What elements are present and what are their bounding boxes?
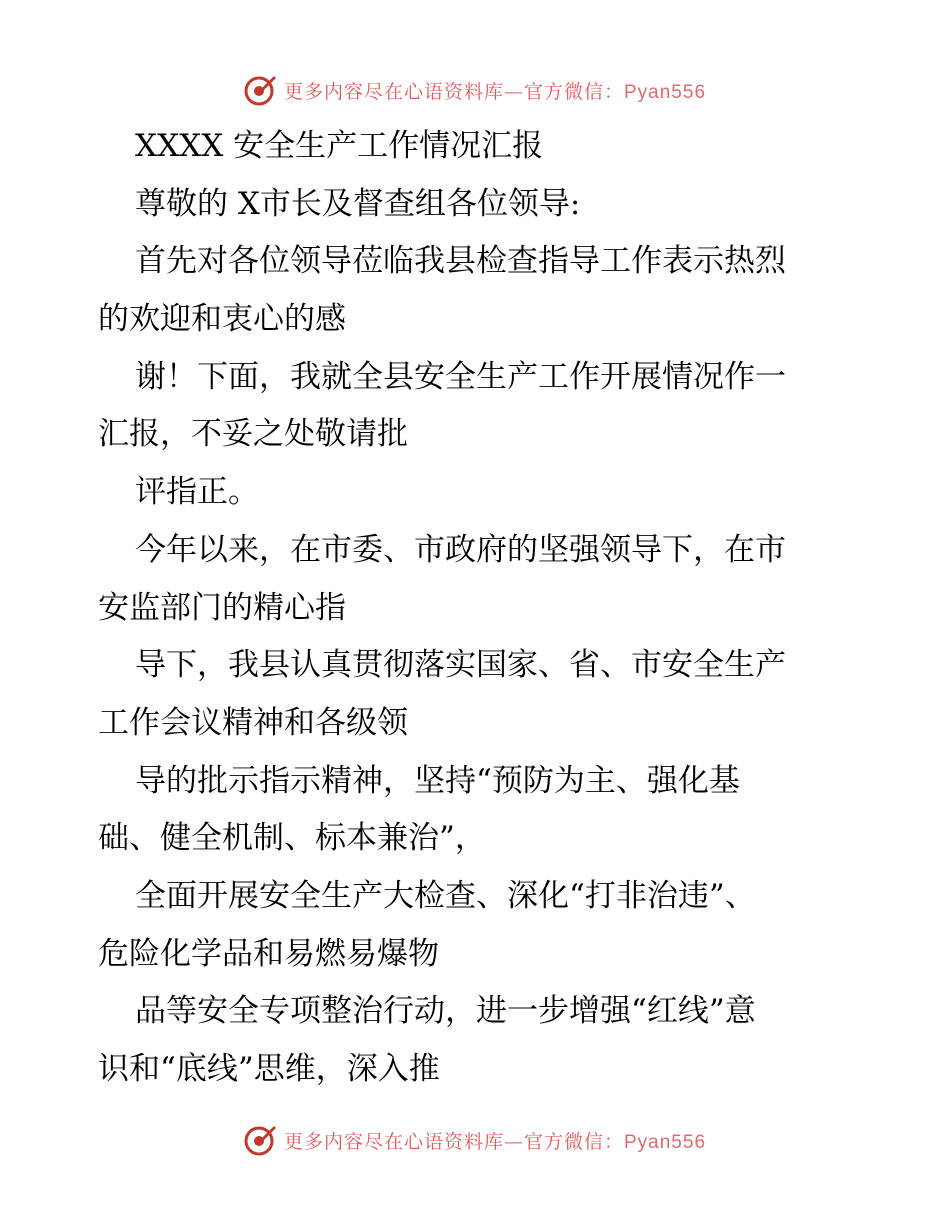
footer-banner [0, 1120, 950, 1160]
banner-site-text: 更多内容尽在心语资料库 [283, 80, 504, 103]
text-line: 谢！下面，我就全县安全生产工作开展情况作一 [135, 358, 786, 395]
document-body [98, 118, 858, 1099]
text-line: 尊敬的 X市长及督查组各位领导: [135, 185, 581, 222]
quill-logo-icon [244, 73, 278, 107]
text-line: 工作会议精神和各级领 [98, 704, 408, 741]
header-banner [0, 70, 950, 110]
text-line: 础、健全机制、标本兼治”， [98, 820, 486, 857]
text-line: 危险化学品和易燃易爆物 [98, 935, 439, 972]
text-line: 安监部门的精心指 [98, 589, 346, 626]
banner-wechat-label: 官方微信： [523, 1130, 624, 1153]
text-line: 首先对各位领导莅临我县检查指导工作表示热烈 [135, 243, 786, 280]
banner-wechat-label: 官方微信： [523, 80, 624, 103]
text-line: 导的批示指示精神，坚持“预防为主、强化基 [135, 762, 740, 799]
banner-text [284, 1127, 706, 1154]
text-line: 品等安全专项整治行动，进一步增强“红线”意 [135, 993, 756, 1030]
text-line: 汇报，不妥之处敬请批 [98, 416, 408, 453]
text-line: 全面开展安全生产大检查、深化“打非治违”、 [135, 877, 756, 914]
text-line: 识和“底线”思维，深入推 [98, 1051, 440, 1087]
banner-site-text: 更多内容尽在心语资料库 [283, 1130, 504, 1153]
banner-separator: — [503, 80, 524, 103]
text-line: XXXX 安全生产工作情况汇报 [135, 128, 544, 164]
text-line: 的欢迎和衷心的感 [98, 301, 346, 338]
text-line: 导下，我县认真贯彻落实国家、省、市安全生产 [135, 647, 786, 684]
banner-separator: — [503, 1130, 524, 1153]
banner-text [284, 77, 706, 104]
banner-wechat-id: Pyan556 [624, 1131, 707, 1153]
text-line: 今年以来，在市委、市政府的坚强领导下，在市 [135, 531, 786, 568]
banner-wechat-id: Pyan556 [624, 81, 707, 103]
text-line: 评指正。 [135, 474, 259, 511]
quill-logo-icon [244, 1123, 278, 1157]
